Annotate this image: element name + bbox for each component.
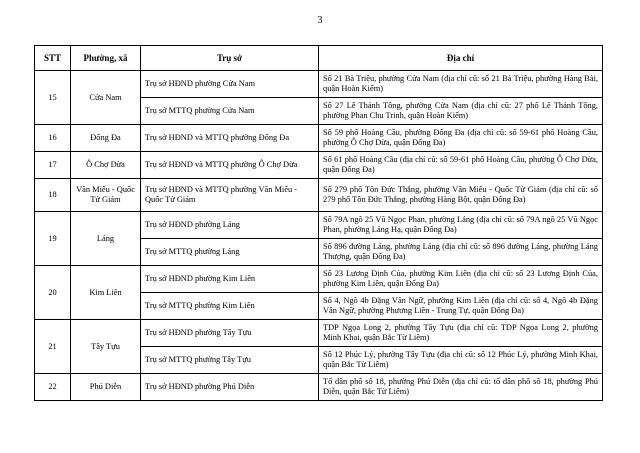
table-header-row — [35, 46, 603, 71]
ward-cell: Phú Diễn — [71, 374, 141, 401]
ward-cell: Kim Liên — [71, 266, 141, 320]
stt-cell: 19 — [35, 212, 71, 266]
page-number: 3 — [317, 15, 323, 26]
office-cell: Trụ sở MTTQ phường Kim Liên — [141, 293, 319, 320]
address-cell: Số 279 phố Tôn Đức Thắng, phường Văn Miếu - Quốc Tử Giám (địa chỉ cũ: số 279 phố Tôn Đức Thắng, phường Hàng Bột, quận Đống Đa) — [319, 179, 603, 212]
table-row — [35, 266, 603, 293]
office-cell: Trụ sở HĐND phường Tây Tựu — [141, 320, 319, 347]
office-cell: Trụ sở HĐND phường Kim Liên — [141, 266, 319, 293]
address-cell: Số 59 phố Hoàng Cầu, phường Đống Đa (địa chỉ cũ: số 59-61 phố Hoàng Cầu, phường Ô Chợ Dừa, quận Đống Đa) — [319, 125, 603, 152]
address-cell: TDP Ngọa Long 2, phường Tây Tựu (địa chỉ cũ: TDP Ngọa Long 2, phường Minh Khai, quận Bắc Từ Liêm) — [319, 320, 603, 347]
table-row — [35, 152, 603, 179]
address-cell: Số 21 Bà Triệu, phường Cửa Nam (địa chỉ cũ: số 21 Bà Triệu, phường Hàng Bài, quận Hoàn Kiếm) — [319, 71, 603, 98]
table-row — [35, 71, 603, 98]
address-cell: Số 61 phố Hoàng Cầu (địa chỉ cũ: số 59-61 phố Hoàng Cầu, phường Ô Chợ Dừa, quận Đống Đa) — [319, 152, 603, 179]
ward-cell: Đống Đa — [71, 125, 141, 152]
stt-cell: 17 — [35, 152, 71, 179]
table-row — [35, 179, 603, 212]
ward-cell: Láng — [71, 212, 141, 266]
stt-cell: 18 — [35, 179, 71, 212]
office-cell: Trụ sở MTTQ phường Cửa Nam — [141, 98, 319, 125]
office-cell: Trụ sở HĐND và MTTQ phường Đống Đa — [141, 125, 319, 152]
header-ward: Phường, xã — [71, 46, 141, 71]
header-stt: STT — [35, 46, 71, 71]
address-cell: Số 896 đường Láng, phường Láng (địa chỉ cũ: số 896 đường Láng, phường Láng Thượng, quận Đống Đa) — [319, 239, 603, 266]
header-address: Địa chỉ — [319, 46, 603, 71]
office-cell: Trụ sở MTTQ phường Tây Tựu — [141, 347, 319, 374]
ward-cell: Tây Tựu — [71, 320, 141, 374]
address-cell: Tổ dân phố số 18, phường Phú Diễn (địa chỉ cũ: tổ dân phố số 18, phường Phú Diễn, quận Bắc Từ Liêm) — [319, 374, 603, 401]
office-cell: Trụ sở HĐND phường Láng — [141, 212, 319, 239]
address-cell: Số 79A ngõ 25 Vũ Ngọc Phan, phường Láng (địa chỉ cũ: số 79A ngõ 25 Vũ Ngọc Phan, phường Láng Hạ, quận Đống Đa) — [319, 212, 603, 239]
ward-cell: Văn Miếu - Quốc Tử Giám — [71, 179, 141, 212]
stt-cell: 21 — [35, 320, 71, 374]
address-cell: Số 12 Phúc Lý, phường Tây Tựu (địa chỉ cũ: số 12 Phúc Lý, phường Minh Khai, quận Bắc Từ Liêm) — [319, 347, 603, 374]
stt-cell: 15 — [35, 71, 71, 125]
table-row — [35, 374, 603, 401]
stt-cell: 22 — [35, 374, 71, 401]
office-address-table — [34, 45, 603, 401]
ward-cell: Cửa Nam — [71, 71, 141, 125]
office-cell: Trụ sở HĐND phường Phú Diễn — [141, 374, 319, 401]
address-cell: Số 4, Ngõ 4b Đặng Văn Ngữ, phường Kim Liên (địa chỉ cũ: số 4, Ngõ 4b Đặng Văn Ngữ, phường Phương Liên - Trung Tự, quận Đống Đa) — [319, 293, 603, 320]
header-office: Trụ sở — [141, 46, 319, 71]
stt-cell: 20 — [35, 266, 71, 320]
table-row — [35, 320, 603, 347]
office-cell: Trụ sở MTTQ phường Láng — [141, 239, 319, 266]
stt-cell: 16 — [35, 125, 71, 152]
address-cell: Số 23 Lương Định Của, phường Kim Liên (địa chỉ cũ: số 23 Lương Định Của, phường Kim Liên, quận Đống Đa) — [319, 266, 603, 293]
office-cell: Trụ sở HĐND phường Cửa Nam — [141, 71, 319, 98]
table-row — [35, 212, 603, 239]
office-cell: Trụ sở HĐND và MTTQ phường Ô Chợ Dừa — [141, 152, 319, 179]
address-cell: Số 27 Lê Thánh Tông, phường Cửa Nam (địa chỉ cũ: 27 phố Lê Thánh Tông, phường Phan Chu Trinh, quận Hoàn Kiếm) — [319, 98, 603, 125]
ward-cell: Ô Chợ Dừa — [71, 152, 141, 179]
table-row — [35, 125, 603, 152]
office-cell: Trụ sở HĐND và MTTQ phường Văn Miếu - Quốc Tử Giám — [141, 179, 319, 212]
